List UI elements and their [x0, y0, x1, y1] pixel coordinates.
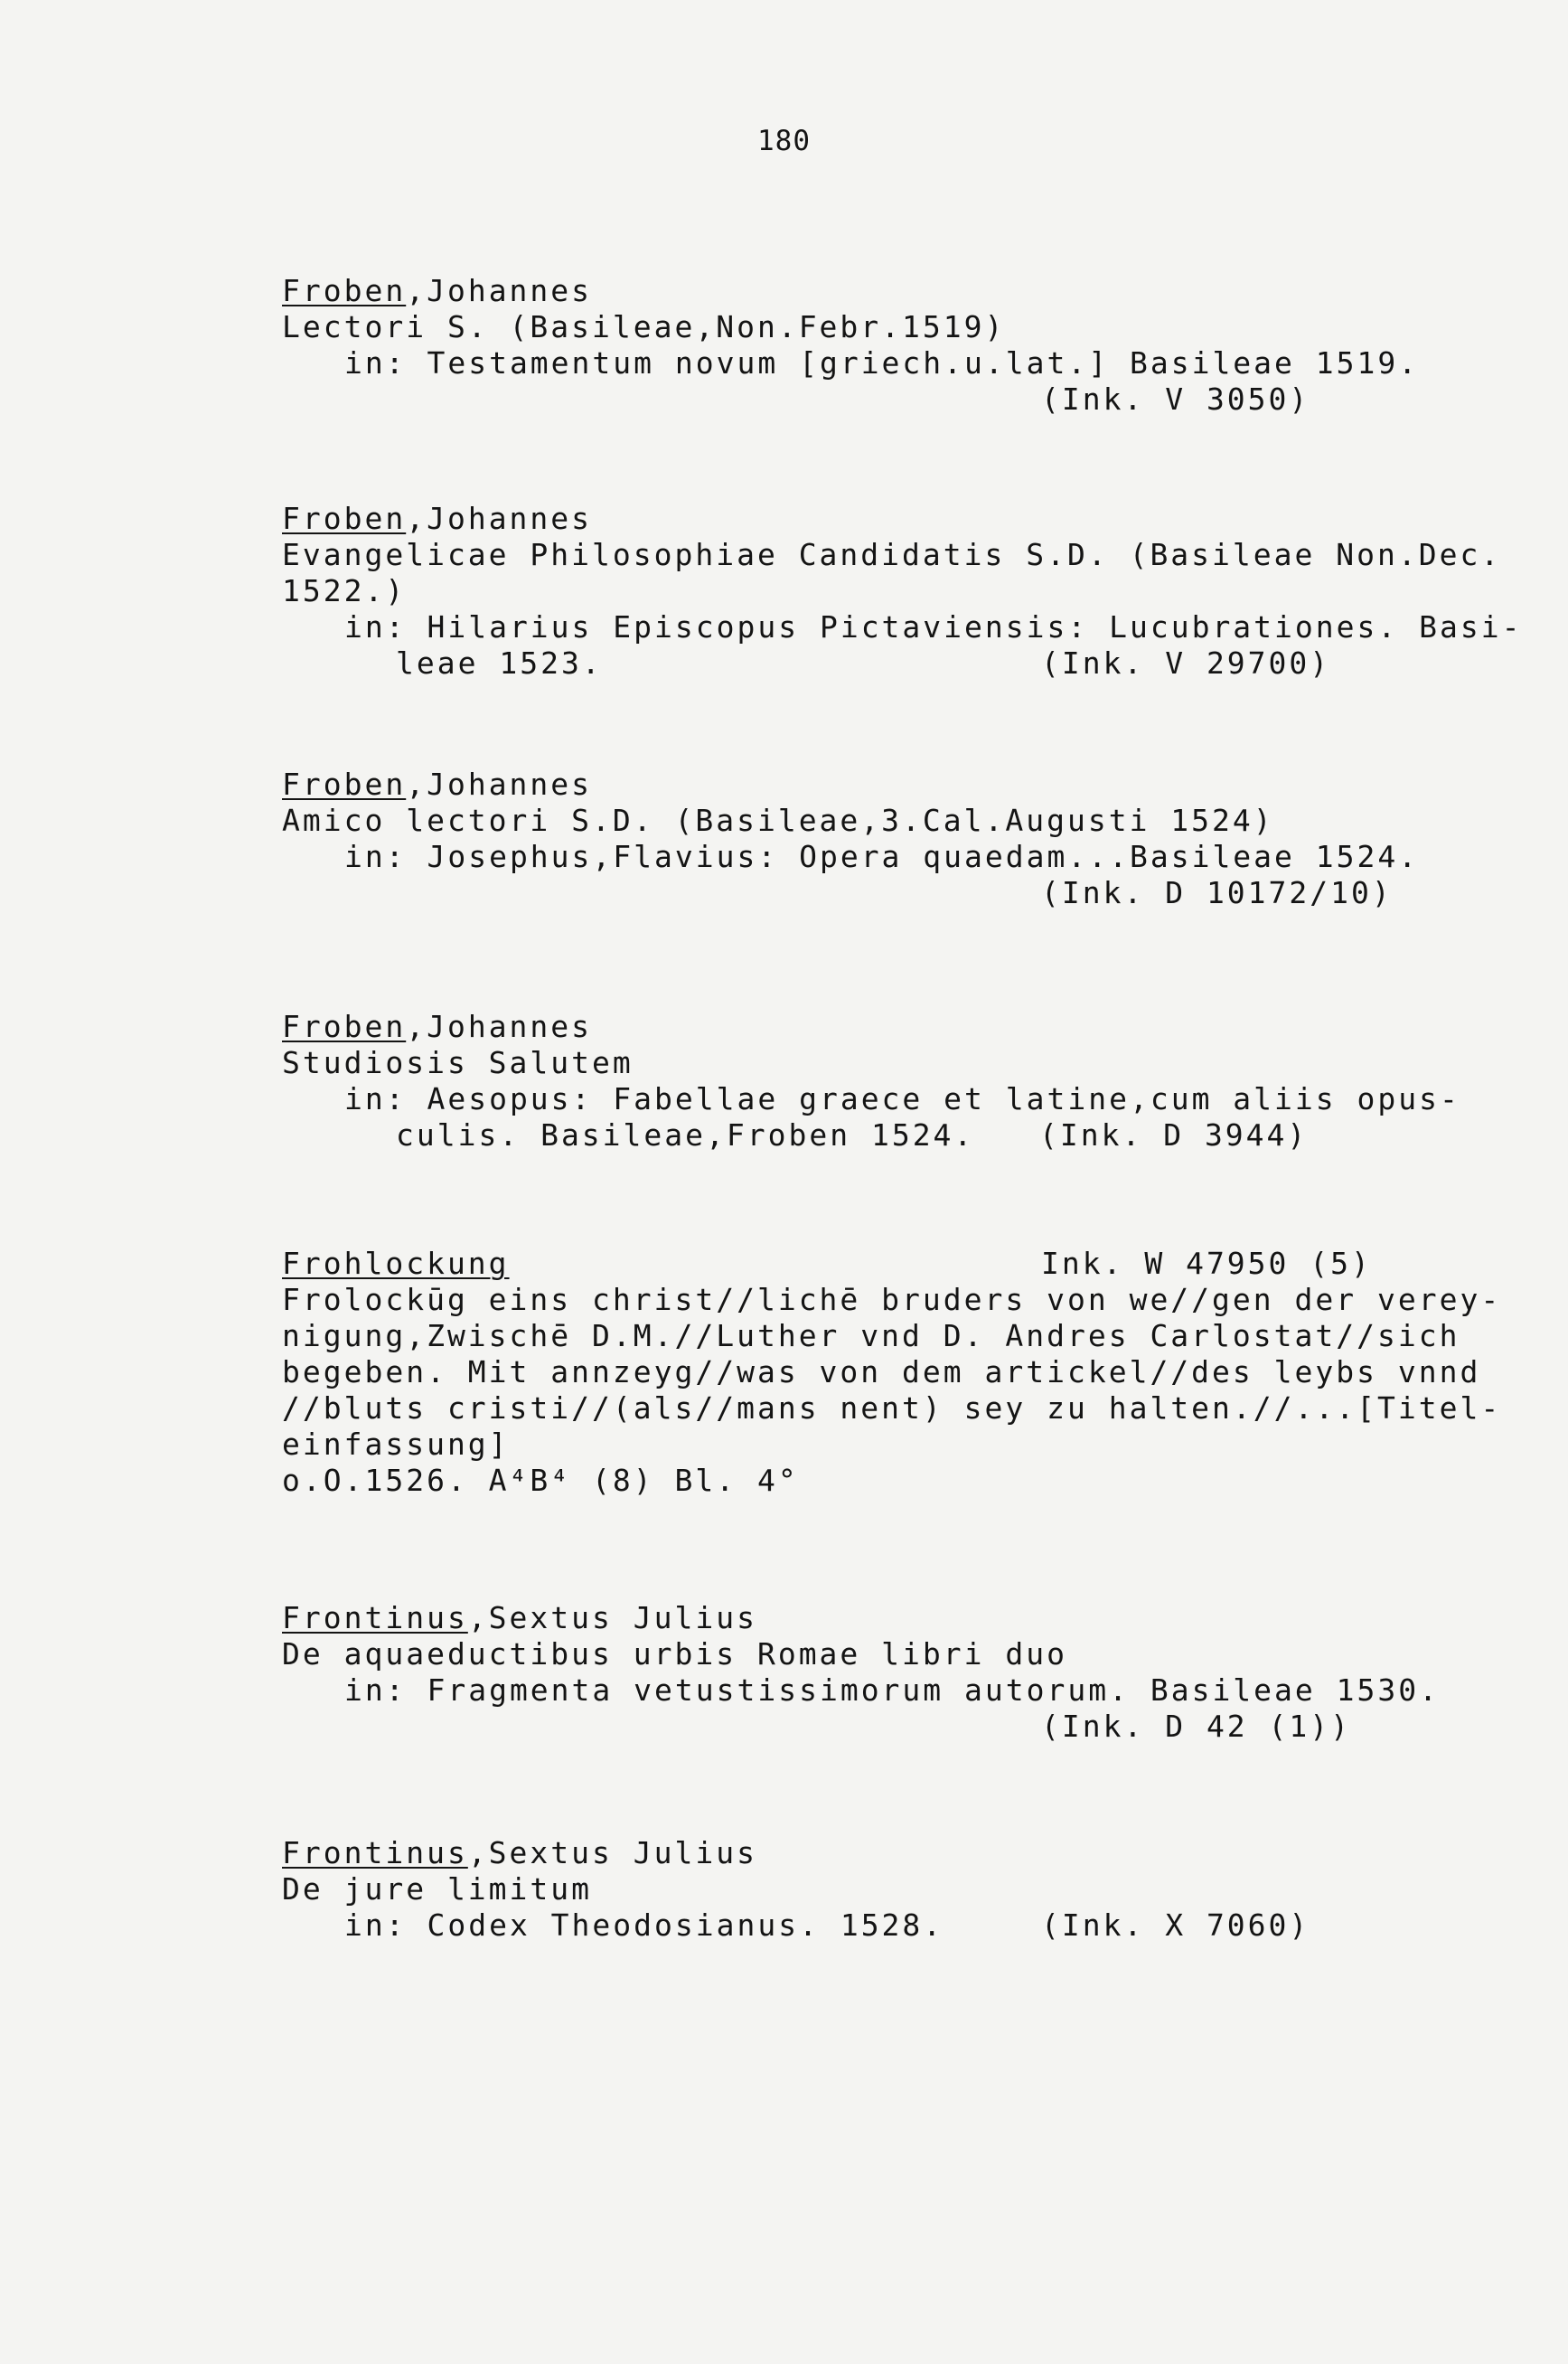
shelfmark: Ink. W 47950 (5) — [1041, 1246, 1372, 1281]
shelfmark: (Ink. V 3050) — [1041, 381, 1310, 417]
entry-author-rest: ,Sextus Julius — [467, 1835, 757, 1870]
entry-author: Frontinus — [282, 1835, 468, 1870]
entry-author: Frohlockung — [282, 1246, 510, 1281]
entry-author-rest: ,Johannes — [406, 273, 593, 308]
entry-author: Froben — [282, 1009, 407, 1044]
entry-line: Lectori S. (Basileae,Non.Febr.1519) — [282, 309, 1006, 344]
catalog-entry — [282, 767, 1475, 911]
entry-line: Evangelicae Philosophiae Candidatis S.D. (Basileae Non.Dec. — [282, 537, 1502, 572]
catalog-entry — [282, 501, 1523, 682]
entry-line: Amico lectori S.D. (Basileae,3.Cal.Augusti 1524) — [282, 803, 1274, 838]
entry-line: De aquaeductibus urbis Romae libri duo — [282, 1636, 1067, 1672]
entry-author-rest: ,Johannes — [406, 767, 593, 802]
entry-author: Froben — [282, 273, 407, 308]
shelfmark: (Ink. D 10172/10) — [1041, 875, 1393, 910]
entry-line: Studiosis Salutem — [282, 1045, 634, 1080]
shelfmark: (Ink. D 42 (1)) — [1041, 1709, 1352, 1744]
entry-heading — [282, 501, 1475, 537]
entry-author: Froben — [282, 767, 407, 802]
entry-author-rest: ,Johannes — [406, 501, 593, 536]
entry-author: Froben — [282, 501, 407, 536]
entry-line: nigung,Zwischē D.M.//Luther vnd D. Andres Carlostat//sich — [282, 1318, 1460, 1353]
entry-line: culis. Basileae,Froben 1524. — [396, 1117, 975, 1153]
entry-line: in: Josephus,Flavius: Opera quaedam...Basileae 1524. — [344, 839, 1420, 874]
entry-heading — [282, 767, 1475, 803]
entry-heading — [282, 1600, 1475, 1636]
entry-line: in: Fragmenta vetustissimorum autorum. Basileae 1530. — [344, 1672, 1440, 1708]
catalog-entry — [282, 1009, 1475, 1154]
entry-heading — [282, 1009, 1475, 1045]
entry-author-rest: ,Sextus Julius — [467, 1600, 757, 1635]
entry-line: //bluts cristi//(als//mans nent) sey zu halten.//...[Titel- — [282, 1390, 1502, 1426]
entry-line: De jure limitum — [282, 1871, 593, 1907]
entry-line: Frolockūg eins christ//lichē bruders von we//gen der verey- — [282, 1282, 1502, 1317]
entry-heading — [282, 1835, 1475, 1871]
shelfmark: (Ink. D 3944) — [1039, 1117, 1309, 1153]
entry-line: einfassung] — [282, 1427, 510, 1462]
entry-line: in: Aesopus: Fabellae graece et latine,cum aliis opus- — [344, 1081, 1460, 1116]
entry-line: in: Hilarius Episcopus Pictaviensis: Lucubrationes. Basi- — [344, 609, 1523, 645]
entry-line: leae 1523. — [396, 645, 603, 681]
entry-author: Frontinus — [282, 1600, 468, 1635]
catalog-entry — [282, 1835, 1475, 1944]
catalog-entry — [282, 1600, 1475, 1745]
catalog-entry — [282, 273, 1475, 418]
shelfmark: (Ink. X 7060) — [1041, 1907, 1310, 1943]
entry-heading — [282, 1246, 1475, 1282]
entry-line: 1522.) — [282, 573, 407, 608]
entry-heading — [282, 273, 1475, 309]
entry-author-rest: ,Johannes — [406, 1009, 593, 1044]
shelfmark: (Ink. V 29700) — [1041, 645, 1331, 681]
entry-line: in: Testamentum novum [griech.u.lat.] Basileae 1519. — [344, 345, 1420, 381]
entry-line: o.O.1526. A⁴B⁴ (8) Bl. 4° — [282, 1463, 799, 1498]
entry-line: begeben. Mit annzeyg//was von dem artickel//des leybs vnnd — [282, 1354, 1481, 1389]
catalog-entry — [282, 1246, 1502, 1499]
entry-line: in: Codex Theodosianus. 1528. — [344, 1907, 944, 1943]
page-number: 180 — [757, 125, 811, 157]
